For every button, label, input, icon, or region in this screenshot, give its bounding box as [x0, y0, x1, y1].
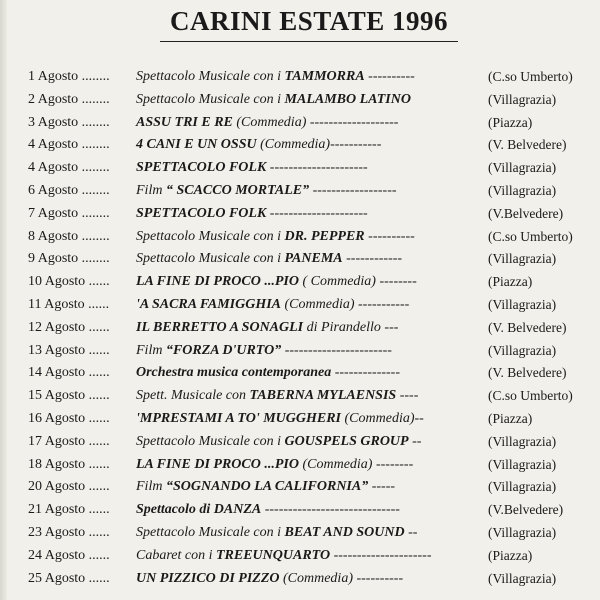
event-title: IL BERRETTO A SONAGLI — [136, 319, 304, 335]
event-title: 'MPRESTAMI A TO' MUGGHERI — [136, 410, 342, 426]
event-suffix: -- — [412, 433, 422, 449]
event-location: (Villagrazia) — [488, 433, 557, 449]
event-description — [136, 545, 431, 568]
event-row — [0, 408, 600, 431]
event-location: (Villagrazia) — [488, 479, 557, 495]
event-description — [136, 157, 368, 180]
event-title: BEAT AND SOUND — [284, 524, 405, 540]
event-row — [0, 157, 600, 180]
event-date: 2 Agosto ........ — [28, 91, 110, 107]
event-list — [0, 66, 600, 590]
event-suffix: di Pirandello --- — [306, 319, 399, 335]
event-title: TREEUNQUARTO — [215, 547, 331, 563]
event-description — [136, 454, 413, 477]
event-suffix: --------------------- — [269, 205, 368, 221]
event-description — [136, 522, 417, 545]
event-description — [136, 317, 398, 340]
event-suffix: (Commedia) -------- — [302, 456, 414, 472]
event-title: TABERNA MYLAENSIS — [249, 388, 397, 404]
event-row — [0, 317, 600, 340]
event-title: 4 CANI E UN OSSU — [136, 137, 257, 153]
event-description — [136, 134, 381, 157]
event-suffix: ---------- — [368, 69, 415, 84]
event-row — [0, 66, 600, 89]
event-location: (Villagrazia) — [488, 570, 557, 586]
event-suffix: (Commedia) ---------- — [283, 570, 404, 586]
page-title: CARINI ESTATE 1996 — [160, 6, 458, 42]
event-date: 7 Agosto ........ — [28, 205, 110, 221]
event-row — [0, 385, 600, 408]
event-date: 8 Agosto ........ — [28, 228, 110, 244]
event-prefix: Film — [136, 479, 163, 495]
event-date: 18 Agosto ...... — [28, 456, 110, 472]
event-row — [0, 112, 600, 135]
event-location: (C.so Umberto) — [488, 69, 573, 84]
event-date: 21 Agosto ...... — [28, 502, 110, 518]
event-prefix: Spettacolo Musicale con i — [136, 69, 282, 84]
event-row — [0, 476, 600, 499]
event-location: (V.Belvedere) — [488, 205, 564, 221]
event-row — [0, 226, 600, 249]
event-location: (Piazza) — [488, 274, 533, 290]
event-row — [0, 545, 600, 568]
event-prefix: Spettacolo Musicale con i — [136, 433, 282, 449]
event-description — [136, 89, 411, 112]
event-date: 14 Agosto ...... — [28, 365, 110, 381]
event-date: 20 Agosto ...... — [28, 479, 110, 495]
event-description — [136, 294, 409, 317]
event-row — [0, 180, 600, 203]
event-title: “SOGNANDO LA CALIFORNIA” — [165, 479, 369, 495]
event-row — [0, 362, 600, 385]
event-title: “ SCACCO MORTALE” — [165, 182, 310, 198]
event-title: LA FINE DI PROCO ...PIO — [136, 274, 299, 290]
event-description — [136, 385, 418, 408]
event-prefix: Spettacolo Musicale con i — [136, 524, 282, 540]
event-location: (C.so Umberto) — [488, 388, 573, 404]
event-title: LA FINE DI PROCO ...PIO — [136, 456, 299, 472]
event-suffix: ----------------------- — [284, 342, 392, 358]
event-suffix: (Commedia)-- — [344, 410, 424, 426]
event-row — [0, 454, 600, 477]
event-date: 1 Agosto ........ — [28, 69, 110, 84]
event-title: Orchestra musica contemporanea — [136, 365, 332, 381]
event-description — [136, 568, 403, 591]
event-location: (Villagrazia) — [488, 456, 557, 472]
event-location: (Villagrazia) — [488, 91, 557, 107]
event-suffix: ---- — [399, 388, 419, 404]
event-location: (Villagrazia) — [488, 524, 557, 540]
event-suffix: -------------- — [334, 365, 401, 381]
event-row — [0, 294, 600, 317]
event-row — [0, 499, 600, 522]
event-suffix: ----------------------------- — [264, 502, 400, 518]
event-row — [0, 431, 600, 454]
event-location: (Piazza) — [488, 114, 533, 130]
event-description — [136, 180, 397, 203]
event-title: MALAMBO LATINO — [284, 91, 411, 107]
event-location: (V.Belvedere) — [488, 502, 564, 518]
event-location: (V. Belvedere) — [488, 137, 567, 153]
event-date: 13 Agosto ...... — [28, 342, 110, 358]
event-row — [0, 248, 600, 271]
event-prefix: Film — [136, 182, 163, 198]
event-date: 10 Agosto ...... — [28, 274, 110, 290]
event-date: 3 Agosto ........ — [28, 114, 110, 130]
event-description — [136, 499, 400, 522]
event-suffix: ( Commedia) -------- — [302, 274, 417, 290]
event-prefix: Spettacolo Musicale con i — [136, 91, 282, 107]
event-date: 4 Agosto ........ — [28, 160, 110, 176]
event-location: (Villagrazia) — [488, 251, 557, 267]
event-suffix: ----- — [371, 479, 396, 495]
event-prefix: Cabaret con i — [136, 547, 213, 563]
event-suffix: --------------------- — [269, 160, 368, 176]
event-location: (V. Belvedere) — [488, 365, 567, 381]
event-location: (Villagrazia) — [488, 160, 557, 176]
event-title: ASSU TRI E RE — [136, 114, 233, 130]
event-title: TAMMORRA — [284, 69, 365, 84]
event-title: GOUSPELS GROUP — [284, 433, 409, 449]
event-prefix: Spett. Musicale con — [136, 388, 247, 404]
event-title: “FORZA D'URTO” — [165, 342, 282, 358]
event-row — [0, 522, 600, 545]
event-row — [0, 568, 600, 591]
event-suffix: ------------ — [346, 251, 403, 267]
event-description — [136, 248, 402, 271]
event-title: DR. PEPPER — [284, 228, 365, 244]
event-title: PANEMA — [284, 251, 343, 267]
event-location: (Piazza) — [488, 547, 533, 563]
event-description — [136, 431, 421, 454]
event-date: 25 Agosto ...... — [28, 570, 110, 586]
event-row — [0, 203, 600, 226]
event-date: 11 Agosto ...... — [28, 296, 110, 312]
event-description — [136, 271, 417, 294]
event-date: 9 Agosto ........ — [28, 251, 110, 267]
event-date: 4 Agosto ........ — [28, 137, 110, 153]
event-suffix: (Commedia)----------- — [260, 137, 382, 153]
event-prefix: Spettacolo Musicale con i — [136, 228, 282, 244]
event-suffix: ------------------ — [312, 182, 397, 198]
event-description — [136, 203, 368, 226]
event-date: 17 Agosto ...... — [28, 433, 110, 449]
event-suffix: ---------- — [368, 228, 415, 244]
event-location: (V. Belvedere) — [488, 319, 567, 335]
event-description — [136, 226, 415, 249]
event-description — [136, 66, 415, 89]
event-title: SPETTACOLO FOLK — [136, 205, 267, 221]
event-row — [0, 340, 600, 363]
event-title: 'A SACRA FAMIGGHIA — [136, 296, 282, 312]
event-location: (Villagrazia) — [488, 296, 557, 312]
event-prefix: Spettacolo Musicale con i — [136, 251, 282, 267]
event-date: 24 Agosto ...... — [28, 547, 110, 563]
event-title: UN PIZZICO DI PIZZO — [136, 570, 280, 586]
event-row — [0, 134, 600, 157]
event-prefix: Film — [136, 342, 163, 358]
event-title: SPETTACOLO FOLK — [136, 160, 267, 176]
event-suffix: -- — [408, 524, 418, 540]
event-location: (C.so Umberto) — [488, 228, 573, 244]
event-description — [136, 476, 395, 499]
event-date: 15 Agosto ...... — [28, 388, 110, 404]
event-date: 16 Agosto ...... — [28, 410, 110, 426]
event-row — [0, 271, 600, 294]
event-title: Spettacolo di DANZA — [136, 502, 262, 518]
event-location: (Villagrazia) — [488, 342, 557, 358]
event-date: 6 Agosto ........ — [28, 182, 110, 198]
event-suffix: (Commedia) ------------------- — [236, 114, 399, 130]
event-date: 23 Agosto ...... — [28, 524, 110, 540]
event-location: (Piazza) — [488, 410, 533, 426]
event-suffix: (Commedia) ----------- — [284, 296, 410, 312]
event-description — [136, 362, 400, 385]
event-location: (Villagrazia) — [488, 182, 557, 198]
event-date: 12 Agosto ...... — [28, 319, 110, 335]
event-description — [136, 112, 398, 135]
event-suffix: --------------------- — [333, 547, 432, 563]
event-row — [0, 89, 600, 112]
event-description — [136, 408, 424, 431]
event-description — [136, 340, 392, 363]
